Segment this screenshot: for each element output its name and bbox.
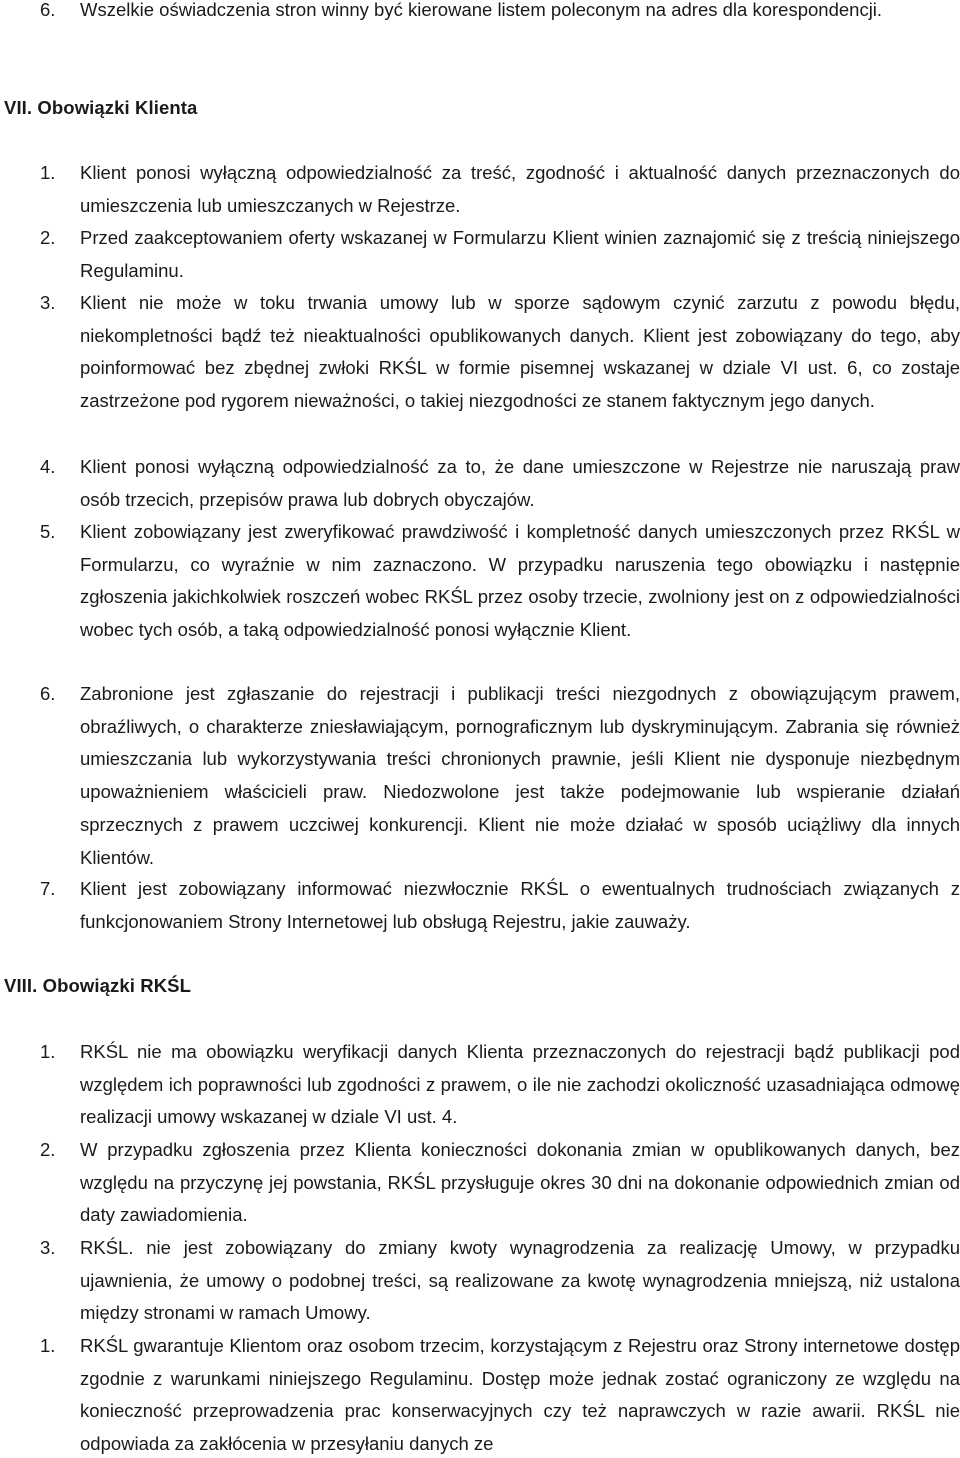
list-item <box>0 451 960 516</box>
item-text: Klient nie może w toku trwania umowy lub w sporze sądowym czynić zarzutu z powodu błędu, niekompletności bądź też nieaktualności opublikowanych danych. Klient jest zobowiązany do tego, aby poinformować bez zbędnej zwłoki RKŚL w formie pisemnej wskazanej w dziale VI ust. 6, co zostaje zastrzeżone pod rygorem nieważności, o takiej niezgodności ze stanem faktycznym jego danych. <box>80 292 960 412</box>
list-item <box>0 1036 960 1134</box>
list-item <box>0 1232 960 1330</box>
item-number: 3. <box>40 292 56 313</box>
item-text: Przed zaakceptowaniem oferty wskazanej w Formularzu Klient winien zaznajomić się z treścią niniejszego Regulaminu. <box>80 227 960 281</box>
item-text: Klient ponosi wyłączną odpowiedzialność za to, że dane umieszczone w Rejestrze nie naruszają praw osób trzecich, przepisów prawa lub dobrych obyczajów. <box>80 456 960 510</box>
section-heading-vii: VII. Obowiązki Klienta <box>4 97 198 118</box>
list-item <box>0 1134 960 1232</box>
list-item <box>0 222 960 287</box>
item-text: Klient jest zobowiązany informować niezwłocznie RKŚL o ewentualnych trudnościach związanych z funkcjonowaniem Strony Internetowej lub obsługą Rejestru, jakie zauważy. <box>80 878 960 932</box>
section-heading-viii: VIII. Obowiązki RKŚL <box>4 975 192 996</box>
item-number: 1. <box>40 1335 56 1356</box>
list-item <box>0 157 960 222</box>
item-text: RKŚL. nie jest zobowiązany do zmiany kwoty wynagrodzenia za realizację Umowy, w przypadku ujawnienia, że umowy o podobnej treści, są realizowane za kwotę wynagrodzenia mniejszą, niż ustalona między stronami w ramach Umowy. <box>80 1237 960 1324</box>
list-item <box>0 678 960 874</box>
list-item <box>0 287 960 418</box>
item-text: Wszelkie oświadczenia stron winny być kierowane listem poleconym na adres dla korespondencji. <box>80 0 883 20</box>
item-text: Zabronione jest zgłaszanie do rejestracji i publikacji treści niezgodnych z obowiązującym prawem, obraźliwych, o charakterze zniesławiającym, pornograficznym lub dyskryminującym. Zabrania się również umieszczania lub wykorzystywania treści chronionych prawnie, jeśli Klient nie dysponuje niezbędnym upoważnieniem właścicieli praw. Niedozwolone jest także podejmowanie lub wspieranie działań sprzecznych z prawem uczciwej konkurencji. Klient nie może działać w sposób uciążliwy dla innych Klientów. <box>80 683 960 868</box>
item-number: 1. <box>40 162 56 183</box>
item-number: 2. <box>40 1139 56 1160</box>
list-item <box>0 873 960 938</box>
item-number: 1. <box>40 1041 56 1062</box>
list-item <box>0 1330 960 1458</box>
list-item <box>0 0 960 27</box>
item-number: 5. <box>40 521 56 542</box>
item-text: Klient ponosi wyłączną odpowiedzialność za treść, zgodność i aktualność danych przeznaczonych do umieszczenia lub umieszczanych w Rejestrze. <box>80 162 960 216</box>
item-text: RKŚL nie ma obowiązku weryfikacji danych Klienta przeznaczonych do rejestracji bądź publikacji pod względem ich poprawności lub zgodności z prawem, o ile nie zachodzi okoliczność uzasadniająca odmowę realizacji umowy wskazanej w dziale VI ust. 4. <box>80 1041 960 1128</box>
item-text: RKŚL gwarantuje Klientom oraz osobom trzecim, korzystającym z Rejestru oraz Strony internetowe dostęp zgodnie z warunkami niniejszego Regulaminu. Dostęp może jednak zostać ograniczony ze względu na konieczność przeprowadzenia prac konserwacyjnych czy też naprawczych w razie awarii. RKŚL nie odpowiada za zakłócenia w przesyłaniu danych ze <box>80 1335 960 1455</box>
item-number: 3. <box>40 1237 56 1258</box>
item-number: 6. <box>40 683 56 704</box>
item-text: W przypadku zgłoszenia przez Klienta konieczności dokonania zmian w opublikowanych danych, bez względu na przyczynę jej powstania, RKŚL przysługuje okres 30 dni na dokonanie odpowiednich zmian od daty zawiadomienia. <box>80 1139 960 1226</box>
item-number: 6. <box>40 0 56 20</box>
item-number: 7. <box>40 878 56 899</box>
list-item <box>0 516 960 647</box>
item-text: Klient zobowiązany jest zweryfikować prawdziwość i kompletność danych umieszczonych przez RKŚL w Formularzu, co wyraźnie w nim zaznaczono. W przypadku naruszenia tego obowiązku i następnie zgłoszenia jakichkolwiek roszczeń wobec RKŚL przez osoby trzecie, zwolniony jest on z odpowiedzialności wobec tych osób, a taką odpowiedzialność ponosi wyłącznie Klient. <box>80 521 960 641</box>
item-number: 2. <box>40 227 56 248</box>
item-number: 4. <box>40 456 56 477</box>
